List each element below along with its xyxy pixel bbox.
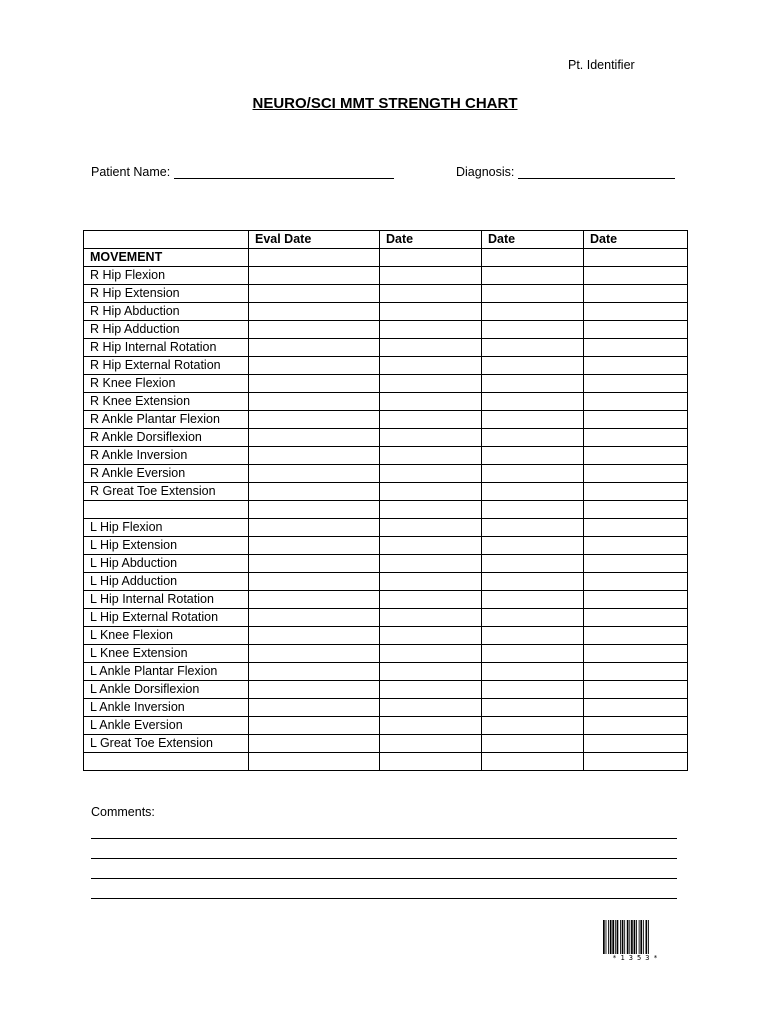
movement-label: L Hip Extension [84, 537, 249, 555]
movement-label: R Hip Adduction [84, 321, 249, 339]
grade-cell[interactable] [249, 699, 380, 717]
movement-label: R Ankle Plantar Flexion [84, 411, 249, 429]
grade-cell[interactable] [249, 609, 380, 627]
movement-label: L Hip Adduction [84, 573, 249, 591]
grade-cell[interactable] [482, 663, 584, 681]
movement-label: R Knee Extension [84, 393, 249, 411]
column-header-date: Date [584, 231, 688, 249]
table-row [84, 537, 688, 555]
movement-label [84, 753, 249, 771]
grade-cell[interactable] [482, 339, 584, 357]
table-row [84, 285, 688, 303]
spacer-row [84, 501, 688, 519]
movement-label: L Hip External Rotation [84, 609, 249, 627]
movement-label: L Ankle Dorsiflexion [84, 681, 249, 699]
grade-cell[interactable] [482, 465, 584, 483]
table-row [84, 555, 688, 573]
grade-cell[interactable] [249, 321, 380, 339]
movement-label: L Hip Abduction [84, 555, 249, 573]
grade-cell[interactable] [584, 249, 688, 267]
table-row [84, 591, 688, 609]
grade-cell[interactable] [482, 645, 584, 663]
movement-label [84, 501, 249, 519]
movement-label: R Hip Internal Rotation [84, 339, 249, 357]
grade-cell[interactable] [249, 375, 380, 393]
comment-line[interactable] [91, 838, 677, 839]
table-row [84, 267, 688, 285]
movement-label: R Great Toe Extension [84, 483, 249, 501]
grade-cell[interactable] [584, 573, 688, 591]
page-title: NEURO/SCI MMT STRENGTH CHART [252, 95, 518, 112]
grade-cell[interactable] [482, 375, 584, 393]
grade-cell[interactable] [584, 717, 688, 735]
grade-cell[interactable] [482, 393, 584, 411]
grade-cell[interactable] [249, 645, 380, 663]
table-row [84, 609, 688, 627]
grade-cell[interactable] [482, 501, 584, 519]
grade-cell[interactable] [380, 465, 482, 483]
grade-cell[interactable] [380, 249, 482, 267]
grade-cell[interactable] [482, 537, 584, 555]
movement-label: L Ankle Inversion [84, 699, 249, 717]
comments-label: Comments: [91, 805, 155, 819]
grade-cell[interactable] [584, 645, 688, 663]
comment-line[interactable] [91, 898, 677, 899]
grade-cell[interactable] [249, 411, 380, 429]
grade-cell[interactable] [482, 483, 584, 501]
grade-cell[interactable] [380, 411, 482, 429]
table-row [84, 465, 688, 483]
grade-cell[interactable] [380, 573, 482, 591]
grade-cell[interactable] [249, 483, 380, 501]
grade-cell[interactable] [380, 699, 482, 717]
spacer-row [84, 753, 688, 771]
grade-cell[interactable] [482, 627, 584, 645]
grade-cell[interactable] [584, 501, 688, 519]
grade-cell[interactable] [249, 339, 380, 357]
grade-cell[interactable] [482, 699, 584, 717]
movement-label: R Hip External Rotation [84, 357, 249, 375]
grade-cell[interactable] [584, 753, 688, 771]
table-row [84, 357, 688, 375]
grade-cell[interactable] [584, 357, 688, 375]
table-row [84, 339, 688, 357]
grade-cell[interactable] [249, 303, 380, 321]
grade-cell[interactable] [584, 285, 688, 303]
grade-cell[interactable] [584, 339, 688, 357]
grade-cell[interactable] [249, 501, 380, 519]
grade-cell[interactable] [249, 681, 380, 699]
grade-cell[interactable] [380, 321, 482, 339]
grade-cell[interactable] [482, 681, 584, 699]
movement-label: R Hip Abduction [84, 303, 249, 321]
grade-cell[interactable] [482, 285, 584, 303]
grade-cell[interactable] [249, 753, 380, 771]
grade-cell[interactable] [249, 519, 380, 537]
table-row [84, 699, 688, 717]
patient-name-input-line[interactable] [174, 165, 394, 179]
grade-cell[interactable] [380, 483, 482, 501]
grade-cell[interactable] [482, 357, 584, 375]
grade-cell[interactable] [380, 609, 482, 627]
grade-cell[interactable] [584, 537, 688, 555]
grade-cell[interactable] [249, 393, 380, 411]
grade-cell[interactable] [482, 609, 584, 627]
grade-cell[interactable] [584, 375, 688, 393]
barcode-text: *1353* [612, 954, 662, 962]
grade-cell[interactable] [249, 555, 380, 573]
grade-cell[interactable] [380, 429, 482, 447]
grade-cell[interactable] [584, 591, 688, 609]
grade-cell[interactable] [482, 573, 584, 591]
column-header-eval-date: Eval Date [249, 231, 380, 249]
mmt-strength-table [83, 230, 688, 771]
grade-cell[interactable] [380, 375, 482, 393]
grade-cell[interactable] [482, 591, 584, 609]
movement-label: R Knee Flexion [84, 375, 249, 393]
grade-cell[interactable] [584, 519, 688, 537]
table-header-row [84, 231, 688, 249]
grade-cell[interactable] [482, 321, 584, 339]
column-header-movement [84, 231, 249, 249]
movement-heading: MOVEMENT [84, 249, 249, 267]
movement-label: R Ankle Eversion [84, 465, 249, 483]
table-row [84, 717, 688, 735]
table-row [84, 447, 688, 465]
comment-line[interactable] [91, 858, 677, 859]
barcode-icon [603, 920, 671, 956]
table-row [84, 483, 688, 501]
grade-cell[interactable] [584, 393, 688, 411]
movement-label: L Knee Extension [84, 645, 249, 663]
grade-cell[interactable] [380, 501, 482, 519]
table-row [84, 411, 688, 429]
column-header-date: Date [482, 231, 584, 249]
table-row [84, 663, 688, 681]
grade-cell[interactable] [249, 591, 380, 609]
grade-cell[interactable] [380, 663, 482, 681]
grade-cell[interactable] [482, 735, 584, 753]
grade-cell[interactable] [249, 429, 380, 447]
grade-cell[interactable] [584, 627, 688, 645]
table-row [84, 519, 688, 537]
grade-cell[interactable] [482, 753, 584, 771]
column-header-date: Date [380, 231, 482, 249]
grade-cell[interactable] [380, 537, 482, 555]
grade-cell[interactable] [482, 267, 584, 285]
grade-cell[interactable] [380, 447, 482, 465]
grade-cell[interactable] [249, 735, 380, 753]
movement-label: R Ankle Inversion [84, 447, 249, 465]
grade-cell[interactable] [584, 699, 688, 717]
grade-cell[interactable] [249, 447, 380, 465]
grade-cell[interactable] [584, 429, 688, 447]
grade-cell[interactable] [482, 411, 584, 429]
grade-cell[interactable] [380, 357, 482, 375]
grade-cell[interactable] [584, 663, 688, 681]
movement-label: L Hip Flexion [84, 519, 249, 537]
table-row [84, 393, 688, 411]
diagnosis-label: Diagnosis: [456, 165, 515, 179]
grade-cell[interactable] [249, 465, 380, 483]
movement-label: L Ankle Plantar Flexion [84, 663, 249, 681]
table-row [84, 573, 688, 591]
grade-cell[interactable] [249, 717, 380, 735]
grade-cell[interactable] [380, 303, 482, 321]
grade-cell[interactable] [249, 537, 380, 555]
table-row [84, 375, 688, 393]
grade-cell[interactable] [584, 681, 688, 699]
grade-cell[interactable] [482, 519, 584, 537]
grade-cell[interactable] [584, 555, 688, 573]
grade-cell[interactable] [584, 735, 688, 753]
grade-cell[interactable] [249, 573, 380, 591]
movement-label: L Ankle Eversion [84, 717, 249, 735]
grade-cell[interactable] [380, 735, 482, 753]
movement-label: R Hip Flexion [84, 267, 249, 285]
table-row [84, 645, 688, 663]
patient-name-label: Patient Name: [91, 165, 171, 179]
grade-cell[interactable] [380, 339, 482, 357]
grade-cell[interactable] [380, 717, 482, 735]
table-row [84, 681, 688, 699]
grade-cell[interactable] [249, 357, 380, 375]
table-row [84, 429, 688, 447]
grade-cell[interactable] [380, 519, 482, 537]
grade-cell[interactable] [482, 717, 584, 735]
grade-cell[interactable] [380, 627, 482, 645]
table-row [84, 735, 688, 753]
grade-cell[interactable] [482, 447, 584, 465]
grade-cell[interactable] [380, 267, 482, 285]
grade-cell[interactable] [380, 555, 482, 573]
grade-cell[interactable] [584, 447, 688, 465]
grade-cell[interactable] [380, 645, 482, 663]
grade-cell[interactable] [249, 663, 380, 681]
patient-name-field[interactable] [91, 165, 394, 179]
grade-cell[interactable] [249, 267, 380, 285]
grade-cell[interactable] [482, 249, 584, 267]
grade-cell[interactable] [482, 429, 584, 447]
table-row [84, 321, 688, 339]
diagnosis-field[interactable] [456, 165, 675, 179]
pt-identifier-label: Pt. Identifier [568, 58, 635, 72]
comment-line[interactable] [91, 878, 677, 879]
movement-label: R Hip Extension [84, 285, 249, 303]
diagnosis-input-line[interactable] [518, 165, 675, 179]
grade-cell[interactable] [482, 555, 584, 573]
grade-cell[interactable] [249, 285, 380, 303]
table-row [84, 303, 688, 321]
grade-cell[interactable] [584, 465, 688, 483]
movement-label: L Knee Flexion [84, 627, 249, 645]
grade-cell[interactable] [249, 627, 380, 645]
table-row [84, 627, 688, 645]
grade-cell[interactable] [584, 411, 688, 429]
grade-cell[interactable] [584, 267, 688, 285]
grade-cell[interactable] [584, 321, 688, 339]
movement-label: L Great Toe Extension [84, 735, 249, 753]
grade-cell[interactable] [249, 249, 380, 267]
grade-cell[interactable] [482, 303, 584, 321]
grade-cell[interactable] [584, 483, 688, 501]
grade-cell[interactable] [380, 591, 482, 609]
grade-cell[interactable] [380, 681, 482, 699]
grade-cell[interactable] [380, 393, 482, 411]
movement-heading-row [84, 249, 688, 267]
grade-cell[interactable] [380, 753, 482, 771]
grade-cell[interactable] [584, 609, 688, 627]
grade-cell[interactable] [584, 303, 688, 321]
movement-label: L Hip Internal Rotation [84, 591, 249, 609]
movement-label: R Ankle Dorsiflexion [84, 429, 249, 447]
grade-cell[interactable] [380, 285, 482, 303]
